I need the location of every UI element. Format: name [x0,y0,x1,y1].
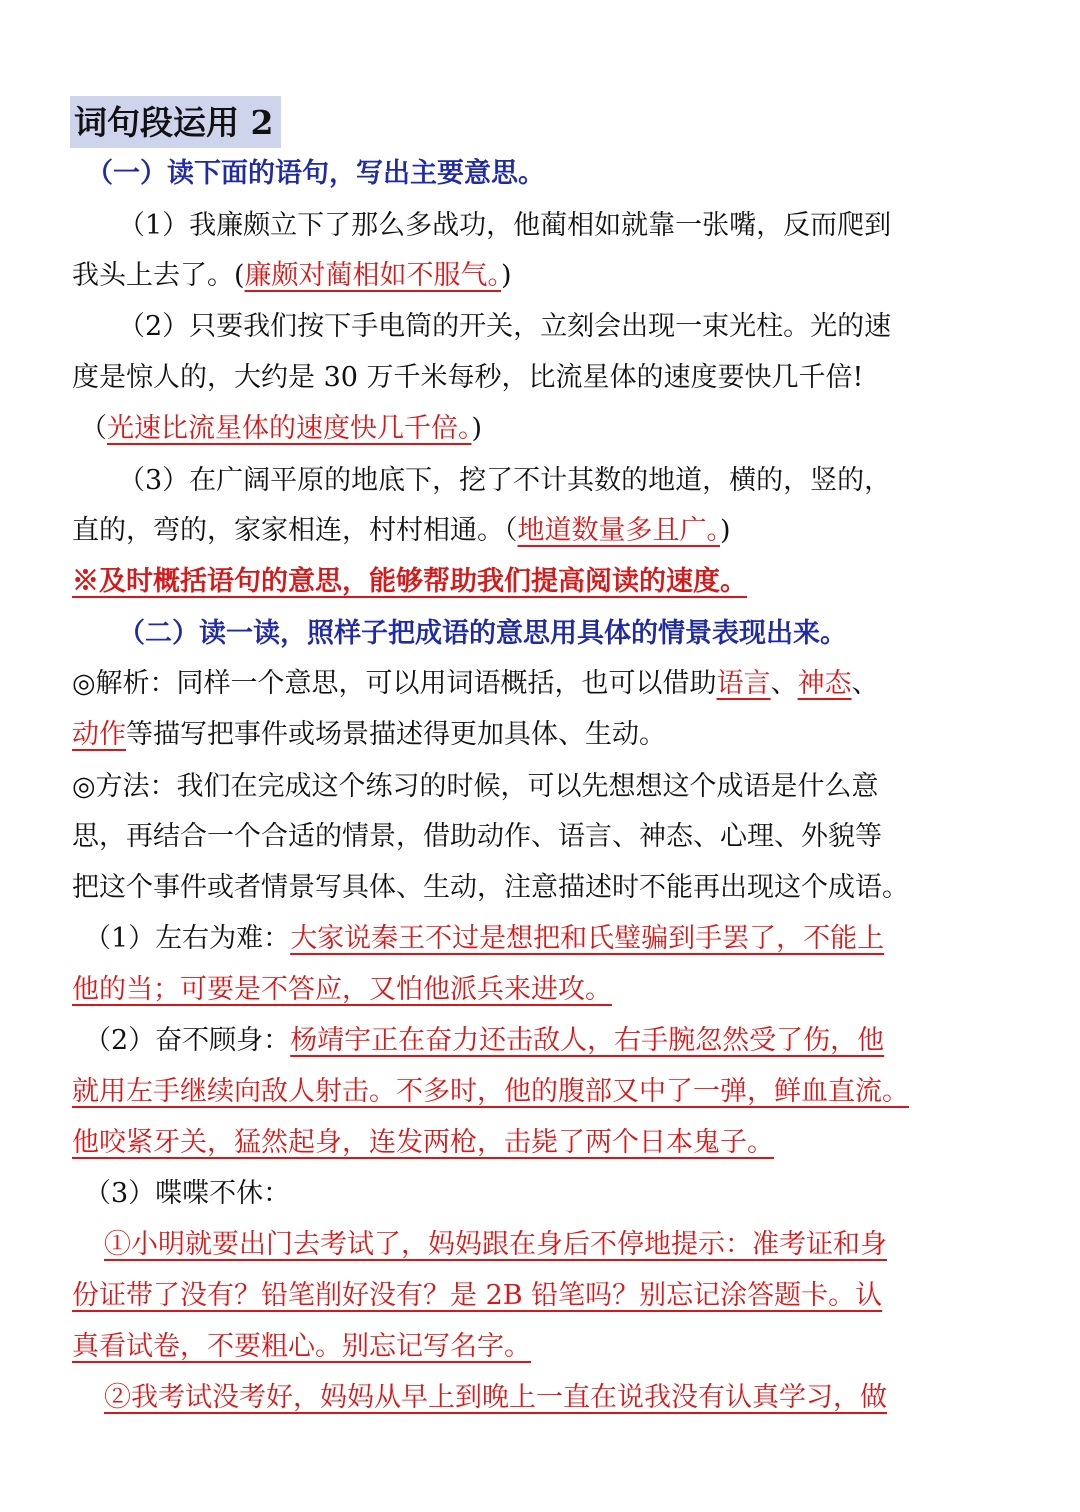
s1-item-2-line-1: （2）只要我们按下手电筒的开关，立刻会出现一束光柱。光的速 [118,311,892,342]
s2-q3-ex1-line-2 [72,1276,1012,1316]
s2-keyword-action: 动作 [72,719,126,750]
s1-item-2-suffix: ) [471,413,483,444]
s2-q1-line-1 [84,919,1014,959]
s2-keyword-expression: 神态 [797,668,852,699]
s2-q2-answer-2: 就用左手继续向敌人射击。不多时，他的腹部又中了一弹，鲜血直流。 [72,1076,909,1107]
s2-method-line-1: ◎方法：我们在完成这个练习的时候，可以先想想这个成语是什么意 [72,771,879,802]
s1-item-3-line-2 [72,511,1012,551]
s1-item-2-prefix: （ [80,413,107,444]
s2-q3-ex2-line-1 [104,1378,1014,1418]
s1-item-1-suffix: ) [501,260,512,291]
s1-item-1-line-2 [72,256,1012,296]
s2-analysis-line-1 [72,664,1012,704]
s2-analysis-line-2 [72,715,1012,755]
s1-tip [72,562,1012,602]
s2-q2-line-3 [72,1123,1012,1163]
s1-item-1-prefix: 我头上去了。( [72,260,245,291]
s2-method-line-3: 把这个事件或者情景写具体、生动，注意描述时不能再出现这个成语。 [72,872,909,903]
s2-q3-ex1-text-2: 份证带了没有？铅笔削好没有？是 2B 铅笔吗？别忘记涂答题卡。认 [72,1280,883,1311]
s1-item-2-line-2: 度是惊人的，大约是 30 万千米每秒，比流星体的速度要快几千倍! [72,362,864,393]
s2-q3-ex2-text-1: ②我考试没考好，妈妈从早上到晚上一直在说我没有认真学习，做 [104,1382,887,1413]
s2-q1-line-2 [72,970,1012,1010]
section-1-heading: （一）读下面的语句，写出主要意思。 [86,158,545,189]
s2-analysis-prefix: ◎解析：同样一个意思，可以用词语概括，也可以借助 [72,668,717,699]
s1-item-2-line-3 [80,409,1020,449]
s2-q2-answer-3: 他咬紧牙关，猛然起身，连发两枪，击毙了两个日本鬼子。 [72,1127,774,1158]
s2-q1-answer-1: 大家说秦王不过是想把和氏璧骗到手罢了，不能上 [290,923,885,954]
s2-q3-ex1-line-1 [104,1225,1014,1265]
s1-item-2-answer: 光速比流星体的速度快几千倍。 [107,413,472,444]
s2-keyword-language: 语言 [716,668,771,699]
s1-tip-text: ※及时概括语句的意思，能够帮助我们提高阅读的速度。 [72,566,747,597]
s2-q1-label: （1）左右为难： [84,923,291,954]
s1-item-1-answer: 廉颇对蔺相如不服气。 [244,260,502,291]
s2-q3-ex1-text-3: 真看试卷，不要粗心。别忘记写名字。 [72,1331,531,1362]
s2-q3-ex1-line-3 [72,1327,1012,1367]
s2-q3-label: （3）喋喋不休： [84,1178,291,1209]
s2-q2-label: （2）奋不顾身： [84,1025,291,1056]
section-2-heading: （二）读一读，照样子把成语的意思用具体的情景表现出来。 [118,618,847,649]
s2-sep-1: 、 [770,668,798,699]
s2-method-line-2: 思，再结合一个合适的情景，借助动作、语言、神态、心理、外貌等 [72,821,882,852]
s2-q2-answer-1: 杨靖宇正在奋力还击敌人，右手腕忽然受了伤，他 [290,1025,885,1056]
s2-analysis-rest: 等描写把事件或场景描述得更加具体、生动。 [126,719,666,750]
s2-q3-ex1-text-1: ①小明就要出门去考试了，妈妈跟在身后不停地提示：准考证和身 [104,1229,887,1260]
s2-q2-line-1 [84,1021,1014,1061]
s2-q2-line-2 [72,1072,1012,1112]
s1-item-3-line-1: （3）在广阔平原的地底下，挖了不计其数的地道，横的，竖的， [118,465,892,496]
s1-item-3-answer: 地道数量多且广。 [517,515,720,546]
page-title: 词句段运用 2 [70,96,281,148]
s1-item-3-suffix: ) [720,515,731,546]
s1-item-1-line-1: （1）我廉颇立下了那么多战功，他蔺相如就靠一张嘴，反而爬到 [118,210,892,241]
s1-item-3-prefix: 直的，弯的，家家相连，村村相通。（ [72,515,518,546]
s2-sep-2: 、 [851,668,879,699]
s2-q1-answer-2: 他的当；可要是不答应，又怕他派兵来进攻。 [72,974,612,1005]
